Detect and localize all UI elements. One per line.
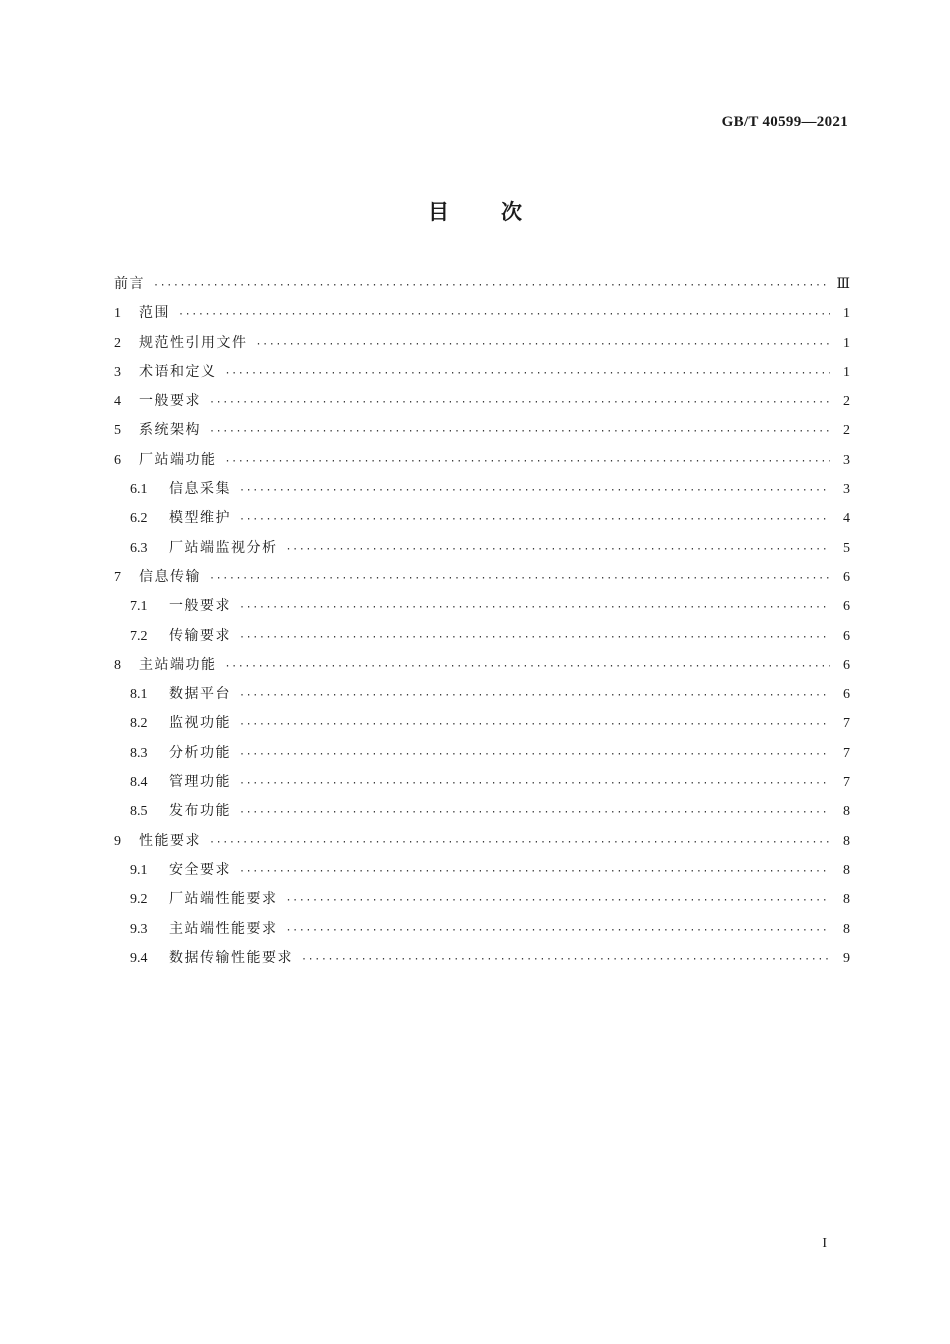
toc-entry-page: 8 <box>843 892 850 908</box>
toc-entry-number: 7.1 <box>130 599 148 615</box>
toc-entry-page: 2 <box>843 423 850 439</box>
toc-entry[interactable] <box>114 592 850 621</box>
toc-entry-label: 主站端功能 <box>139 656 217 673</box>
toc-entry-number: 8.3 <box>130 745 148 761</box>
toc-dot-leader <box>286 916 831 945</box>
toc-entry-label: 模型维护 <box>169 510 231 527</box>
toc-entry-number: 2 <box>114 335 121 351</box>
toc-entry-number: 9.4 <box>130 950 148 966</box>
toc-entry-label: 分析功能 <box>169 744 231 761</box>
page-number: I <box>822 1236 827 1251</box>
toc-entry-page: 9 <box>843 950 850 966</box>
toc-entry-label: 数据传输性能要求 <box>169 949 293 966</box>
toc-entry[interactable] <box>114 358 850 387</box>
toc-entry-page: 8 <box>843 862 850 878</box>
toc-entry-label: 安全要求 <box>169 861 231 878</box>
toc-dot-leader <box>153 271 830 300</box>
toc-dot-leader <box>239 476 830 505</box>
toc-entry-page: 7 <box>843 716 850 732</box>
toc-entry-number: 9 <box>114 833 121 849</box>
toc-entry-page: 7 <box>843 745 850 761</box>
toc-entry-number: 8.2 <box>130 716 148 732</box>
toc-dot-leader <box>286 886 831 915</box>
toc-entry-number: 7 <box>114 569 121 585</box>
toc-dot-leader <box>239 798 830 827</box>
toc-entry-page: 8 <box>843 833 850 849</box>
toc-entry[interactable] <box>114 563 850 592</box>
toc-entry[interactable] <box>114 475 850 504</box>
toc-entry-number: 9.3 <box>130 921 148 937</box>
toc-entry-number: 6 <box>114 452 121 468</box>
toc-entry-page: 8 <box>843 921 850 937</box>
toc-entry-label: 发布功能 <box>169 803 231 820</box>
toc-entry-number: 3 <box>114 364 121 380</box>
toc-entry-label: 管理功能 <box>169 774 231 791</box>
toc-entry-number: 8.4 <box>130 775 148 791</box>
toc-entry[interactable] <box>114 915 850 944</box>
toc-entry-label: 前言 <box>114 276 145 292</box>
toc-entry-page: 4 <box>843 511 850 527</box>
toc-entry-page: 2 <box>843 394 850 410</box>
toc-entry-number: 8.1 <box>130 687 148 703</box>
toc-entry[interactable] <box>114 299 850 328</box>
toc-entry-label: 规范性引用文件 <box>139 334 248 351</box>
toc-dot-leader <box>209 828 830 857</box>
toc-entry[interactable] <box>114 827 850 856</box>
toc-entry-page: 6 <box>843 657 850 673</box>
toc-entry-label: 系统架构 <box>139 422 201 439</box>
toc-dot-leader <box>225 359 831 388</box>
standard-number: GB/T 40599—2021 <box>721 114 848 130</box>
toc-dot-leader <box>256 330 831 359</box>
toc-entry-number: 1 <box>114 306 121 322</box>
toc-entry-page: 8 <box>843 804 850 820</box>
toc-dot-leader <box>239 857 830 886</box>
toc-entry-number: 9.1 <box>130 862 148 878</box>
toc-entry-label: 监视功能 <box>169 715 231 732</box>
toc-entry-page: 6 <box>843 569 850 585</box>
toc-entry-label: 性能要求 <box>139 832 201 849</box>
page-title: 目次 <box>428 200 574 224</box>
toc-entry-number: 7.2 <box>130 628 148 644</box>
toc-entry-label: 一般要求 <box>139 393 201 410</box>
toc-dot-leader <box>301 945 830 974</box>
toc-entry-page: 3 <box>843 482 850 498</box>
toc-entry[interactable] <box>114 680 850 709</box>
table-of-contents <box>114 270 850 973</box>
toc-dot-leader <box>209 417 830 446</box>
toc-entry-number: 6.1 <box>130 482 148 498</box>
toc-dot-leader <box>286 535 831 564</box>
toc-entry[interactable] <box>114 885 850 914</box>
toc-dot-leader <box>209 388 830 417</box>
toc-dot-leader <box>225 652 831 681</box>
toc-entry-number: 6.3 <box>130 540 148 556</box>
toc-entry[interactable] <box>114 504 850 533</box>
toc-entry-number: 4 <box>114 394 121 410</box>
toc-entry[interactable] <box>114 651 850 680</box>
toc-entry[interactable] <box>114 446 850 475</box>
toc-entry[interactable] <box>114 270 850 299</box>
toc-entry-page: 7 <box>843 775 850 791</box>
toc-entry-label: 厂站端功能 <box>139 451 217 468</box>
toc-entry[interactable] <box>114 387 850 416</box>
toc-entry[interactable] <box>114 944 850 973</box>
toc-entry[interactable] <box>114 622 850 651</box>
toc-entry[interactable] <box>114 709 850 738</box>
toc-entry-page: 5 <box>843 540 850 556</box>
toc-entry-number: 8 <box>114 657 121 673</box>
toc-entry-label: 信息传输 <box>139 568 201 585</box>
toc-dot-leader <box>239 681 830 710</box>
toc-entry[interactable] <box>114 534 850 563</box>
toc-entry-label: 术语和定义 <box>139 363 217 380</box>
toc-entry-label: 数据平台 <box>169 686 231 703</box>
toc-dot-leader <box>239 740 830 769</box>
toc-entry[interactable] <box>114 739 850 768</box>
toc-entry[interactable] <box>114 768 850 797</box>
toc-dot-leader <box>239 769 830 798</box>
toc-entry-number: 9.2 <box>130 892 148 908</box>
toc-entry-page: 1 <box>843 306 850 322</box>
toc-entry-page: 6 <box>843 628 850 644</box>
toc-entry-page: 6 <box>843 599 850 615</box>
toc-dot-leader <box>209 564 830 593</box>
toc-entry-page: 1 <box>843 364 850 380</box>
toc-dot-leader <box>239 593 830 622</box>
toc-entry-label: 传输要求 <box>169 627 231 644</box>
toc-entry-number: 6.2 <box>130 511 148 527</box>
toc-entry-label: 范围 <box>139 305 170 322</box>
toc-entry[interactable] <box>114 329 850 358</box>
toc-entry-number: 8.5 <box>130 804 148 820</box>
toc-dot-leader <box>225 447 831 476</box>
toc-entry[interactable] <box>114 797 850 826</box>
toc-entry-page: 6 <box>843 687 850 703</box>
toc-entry-label: 一般要求 <box>169 598 231 615</box>
toc-entry[interactable] <box>114 856 850 885</box>
toc-entry-label: 厂站端监视分析 <box>169 539 278 556</box>
toc-dot-leader <box>239 623 830 652</box>
toc-dot-leader <box>239 710 830 739</box>
toc-entry-label: 厂站端性能要求 <box>169 891 278 908</box>
toc-entry-number: 5 <box>114 423 121 439</box>
toc-entry-page: 3 <box>843 452 850 468</box>
toc-entry-label: 信息采集 <box>169 481 231 498</box>
toc-entry[interactable] <box>114 416 850 445</box>
toc-entry-page: Ⅲ <box>836 277 850 292</box>
toc-dot-leader <box>178 300 830 329</box>
toc-dot-leader <box>239 505 830 534</box>
toc-entry-page: 1 <box>843 335 850 351</box>
toc-entry-label: 主站端性能要求 <box>169 920 278 937</box>
